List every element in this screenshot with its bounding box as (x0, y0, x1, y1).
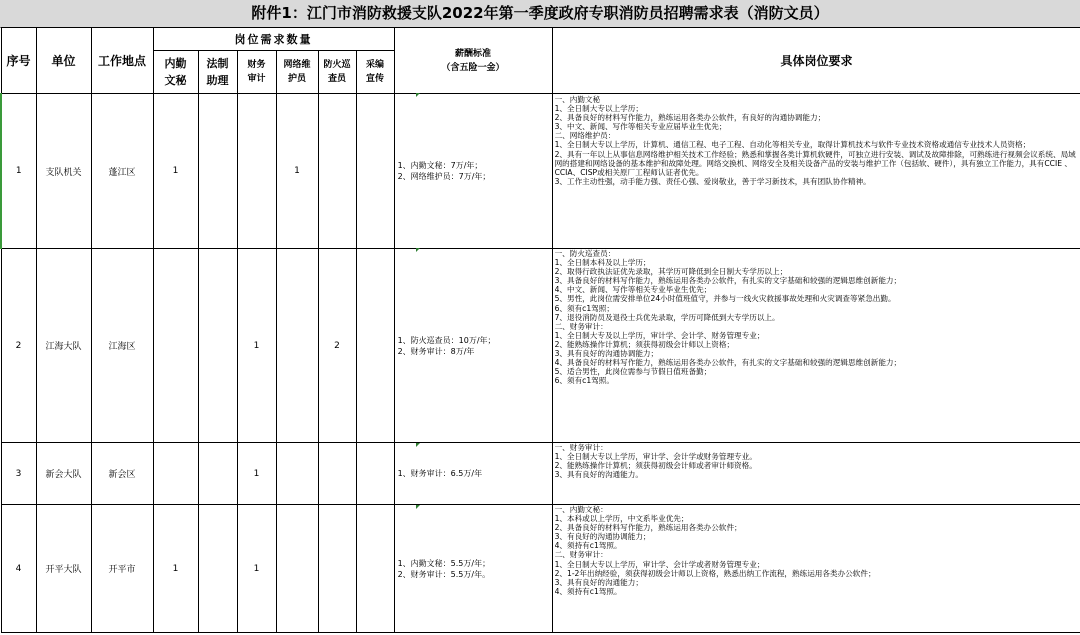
table-row (1, 443, 1080, 505)
cell-unit: 新会大队 (36, 443, 91, 505)
header-salary-sub: （含五险一金） (441, 62, 505, 73)
cell-location: 蓬江区 (91, 94, 153, 249)
cell-count-network (276, 249, 318, 443)
cell-count-finance (237, 94, 276, 249)
cell-salary: 1、内勤文秘：5.5万/年； 2、财务审计：5.5万/年。 (394, 505, 552, 633)
header-pos-media: 采编 宣传 (356, 51, 394, 94)
cell-salary: 1、财务审计：6.5万/年 (394, 443, 552, 505)
cell-count-admin (153, 249, 198, 443)
cell-seq: 4 (1, 505, 36, 633)
header-location: 工作地点 (91, 28, 153, 94)
header-row-1 (1, 28, 1080, 51)
header-unit: 单位 (36, 28, 91, 94)
cell-count-fire-patrol: 2 (318, 249, 356, 443)
cell-count-legal (198, 443, 237, 505)
header-position-group: 岗位需求数量 (153, 28, 394, 51)
table-row (1, 505, 1080, 633)
cell-count-media (356, 249, 394, 443)
cell-count-legal (198, 505, 237, 633)
header-pos-network: 网络维 护员 (276, 51, 318, 94)
cell-count-finance: 1 (237, 249, 276, 443)
comment-marker-icon (416, 443, 420, 447)
cell-count-network (276, 443, 318, 505)
cell-seq: 3 (1, 443, 36, 505)
cell-salary: 1、内勤文秘：7万/年； 2、网络维护员：7万/年； (394, 94, 552, 249)
header-pos-fire-patrol: 防火巡 查员 (318, 51, 356, 94)
cell-count-admin: 1 (153, 94, 198, 249)
recruitment-table (0, 27, 1080, 633)
cell-requirements: 一、内勤文秘 1、全日制大专以上学历； 2、具备良好的材料写作能力，熟练运用各类办公软件，有良好的沟通协调能力； 3、中文、新闻、写作等相关专业应届毕业生优先； 二、网络维护员： 1、全日制大专以上学历，计算机、通信工程、电子工程、自动化等相关专业，取得计算机技术与软件专业技术资格或通信专业技术人员资格； 2、具有一年以上从事信息网络维护相关技术工作经验；熟悉和掌握各类计算机软硬件，可独立进行安装、调试及故障排除，可熟练进行视频会议系统、局域网的搭建和网络设备的基本维护和故障处理。网络交换机、网络安全及相关设备产品的安装与维护工作（包括软、硬件），具有独立工作能力，具有CCIE 、CCIA、CISP或相关原厂工程师认证者优先。 3、工作主动性强，动手能力强、责任心强、爱岗敬业，善于学习新技术，具有团队协作精神。 (552, 94, 1080, 249)
cell-location: 江海区 (91, 249, 153, 443)
cell-unit: 江海大队 (36, 249, 91, 443)
table-row (1, 249, 1080, 443)
cell-count-network: 1 (276, 94, 318, 249)
cell-count-admin (153, 443, 198, 505)
cell-seq: 1 (1, 94, 36, 249)
cell-count-legal (198, 249, 237, 443)
cell-count-finance: 1 (237, 505, 276, 633)
header-requirements: 具体岗位要求 (552, 28, 1080, 94)
cell-count-admin: 1 (153, 505, 198, 633)
cell-salary: 1、防火巡查员：10万/年； 2、财务审计：8万/年 (394, 249, 552, 443)
cell-count-media (356, 505, 394, 633)
cell-location: 新会区 (91, 443, 153, 505)
cell-count-fire-patrol (318, 94, 356, 249)
comment-marker-icon (416, 248, 420, 252)
header-salary (394, 28, 552, 94)
cell-count-media (356, 94, 394, 249)
page-title: 附件1：江门市消防救援支队2022年第一季度政府专职消防员招聘需求表（消防文员） (0, 0, 1080, 28)
cell-count-network (276, 505, 318, 633)
cell-count-legal (198, 94, 237, 249)
cell-count-finance: 1 (237, 443, 276, 505)
header-seq: 序号 (1, 28, 36, 94)
comment-marker-icon (416, 505, 420, 509)
cell-seq: 2 (1, 249, 36, 443)
cell-unit: 支队机关 (36, 94, 91, 249)
cell-count-media (356, 443, 394, 505)
cell-requirements: 一、防火巡查员： 1、全日制本科及以上学历； 2、取得行政执法证优先录取，其学历可降低到全日制大专学历以上； 3、具备良好的材料写作能力，熟练运用各类办公软件，有扎实的文字基础和较强的逻辑思维创新能力； 4、中文、新闻、写作等相关专业毕业生优先； 5、男性，此岗位需安排单位24小时值班值守，并参与一线火灾救援事故处理和火灾调查等紧急出勤。 6、须有c1驾照； 7、退役消防员及退役士兵优先录取，学历可降低到大专学历以上。 二、财务审计： 1、全日制大专及以上学历，审计学、会计学、财务管理专业； 2、能熟练操作计算机；须获得初级会计师以上资格； 3、具有良好的沟通协调能力； 4、具备良好的材料写作能力，熟练运用各类办公软件，有扎实的文字基础和较强的逻辑思维创新能力； 5、适合男性，此岗位需参与节假日值班备勤； 6、须有c1驾照。 (552, 249, 1080, 443)
cell-unit: 开平大队 (36, 505, 91, 633)
cell-count-fire-patrol (318, 505, 356, 633)
comment-marker-icon (416, 93, 420, 97)
header-pos-legal: 法制 助理 (198, 51, 237, 94)
cell-count-fire-patrol (318, 443, 356, 505)
cell-requirements: 一、内勤文秘： 1、本科或以上学历，中文系毕业优先； 2、具备良好的材料写作能力，熟练运用各类办公软件； 3、有良好的沟通协调能力； 4、须持有c1驾照。 二、财务审计： 1、全日制大专以上学历，审计学、会计学或者财务管理专业； 2、1-2年出纳经验，须获得初级会计师以上资格，熟悉出纳工作流程，熟练运用各类办公软件； 3、具有良好的沟通能力； 4、须持有c1驾照。 (552, 505, 1080, 633)
header-pos-admin: 内勤 文秘 (153, 51, 198, 94)
header-pos-finance: 财务 审计 (237, 51, 276, 94)
header-salary-title: 薪酬标准 (455, 48, 492, 59)
table-row (1, 94, 1080, 249)
cell-requirements: 一、财务审计： 1、全日制大专以上学历，审计学、会计学或财务管理专业。 2、能熟练操作计算机；须获得初级会计师或者审计师资格。 3、具有良好的沟通能力。 (552, 443, 1080, 505)
cell-location: 开平市 (91, 505, 153, 633)
